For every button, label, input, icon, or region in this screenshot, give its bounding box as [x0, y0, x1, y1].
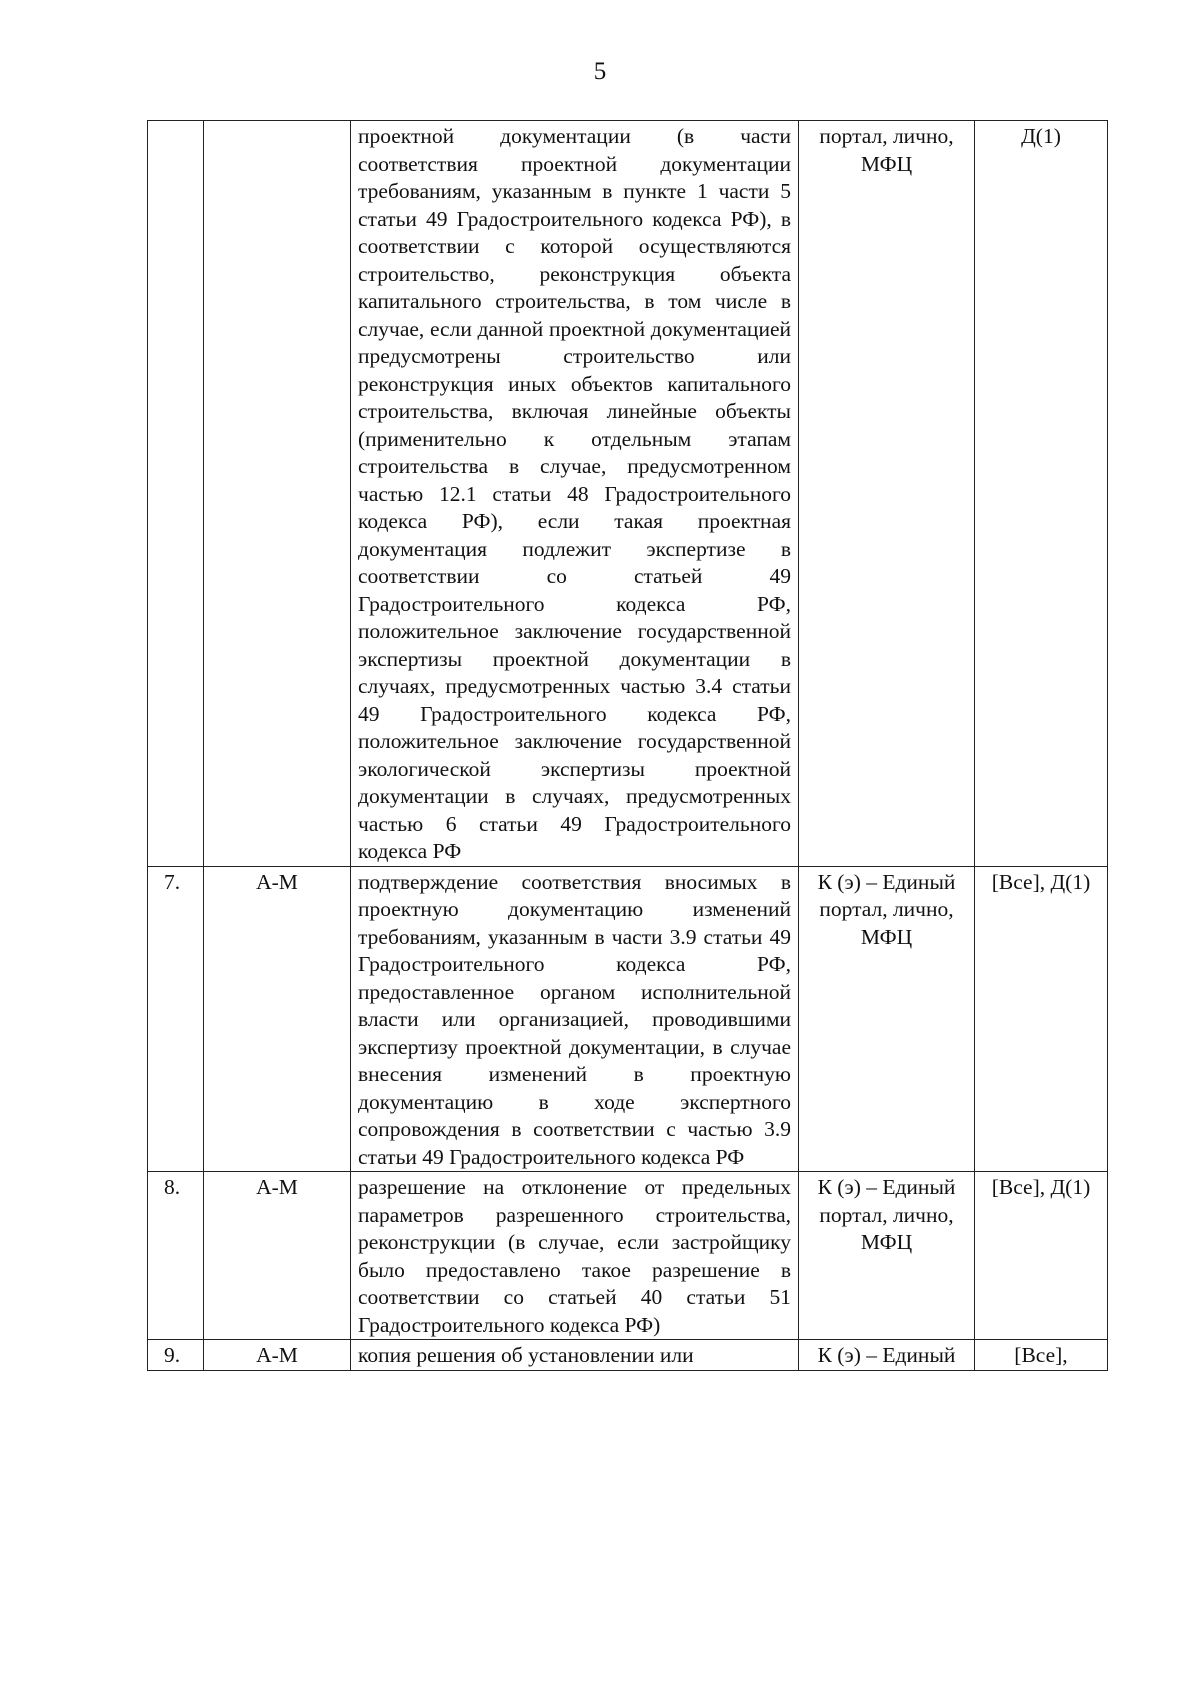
row-submission-method-cell: К (э) – Единый портал, лично, МФЦ — [799, 866, 975, 1172]
row-description-cell: копия решения об установлении или — [351, 1340, 799, 1371]
row-code-cell: А-М — [204, 866, 351, 1172]
row-description-cell: подтверждение соответствия вносимых в проектную документацию изменений требованиям, указанным в части 3.9 статьи 49 Градостроительного кодекса РФ, предоставленное органом исполнительной власти или организацией, проводившими экспертизу проектной документации, в случае внесения изменений в проектную документацию в ходе экспертного сопровождения в соответствии с частью 3.9 статьи 49 Градостроительного кодекса РФ — [351, 866, 799, 1172]
row-condition-cell: [Все], Д(1) — [975, 866, 1108, 1172]
row-submission-method-cell: портал, лично, МФЦ — [799, 121, 975, 867]
row-description-cell: разрешение на отклонение от предельных параметров разрешенного строительства, реконструкции (в случае, если застройщику было предоставлено такое разрешение в соответствии со статьей 40 статьи 51 Градостроительного кодекса РФ) — [351, 1172, 799, 1340]
row-description-cell: проектной документации (в части соответствия проектной документации требованиям, указанным в пункте 1 части 5 статьи 49 Градостроительного кодекса РФ), в соответствии с которой осуществляются строительство, реконструкция объекта капитального строительства, в том числе в случае, если данной проектной документацией предусмотрены строительство или реконструкция иных объектов капитального строительства, включая линейные объекты (применительно к отдельным этапам строительства в случае, предусмотренном частью 12.1 статьи 48 Градостроительного кодекса РФ), если такая проектная документация подлежит экспертизе в соответствии со статьей 49 Градостроительного кодекса РФ, положительное заключение государственной экспертизы проектной документации в случаях, предусмотренных частью 3.4 статьи 49 Градостроительного кодекса РФ, положительное заключение государственной экологической экспертизы проектной документации в случаях, предусмотренных частью 6 статьи 49 Градостроительного кодекса РФ — [351, 121, 799, 867]
row-condition-cell: [Все], Д(1) — [975, 1172, 1108, 1340]
row-condition-cell: Д(1) — [975, 121, 1108, 867]
row-number-cell: 7. — [148, 866, 204, 1172]
table-row — [148, 866, 1108, 1172]
documents-table — [147, 120, 1108, 1371]
row-code-cell: А-М — [204, 1340, 351, 1371]
page-number: 5 — [593, 58, 607, 85]
table-row — [148, 121, 1108, 867]
table-row — [148, 1340, 1108, 1371]
row-submission-method-cell: К (э) – Единый портал, лично, МФЦ — [799, 1172, 975, 1340]
row-number-cell: 9. — [148, 1340, 204, 1371]
table-row — [148, 1172, 1108, 1340]
row-number-cell — [148, 121, 204, 867]
row-condition-cell: [Все], — [975, 1340, 1108, 1371]
row-submission-method-cell: К (э) – Единый — [799, 1340, 975, 1371]
row-code-cell: А-М — [204, 1172, 351, 1340]
row-code-cell — [204, 121, 351, 867]
row-number-cell: 8. — [148, 1172, 204, 1340]
